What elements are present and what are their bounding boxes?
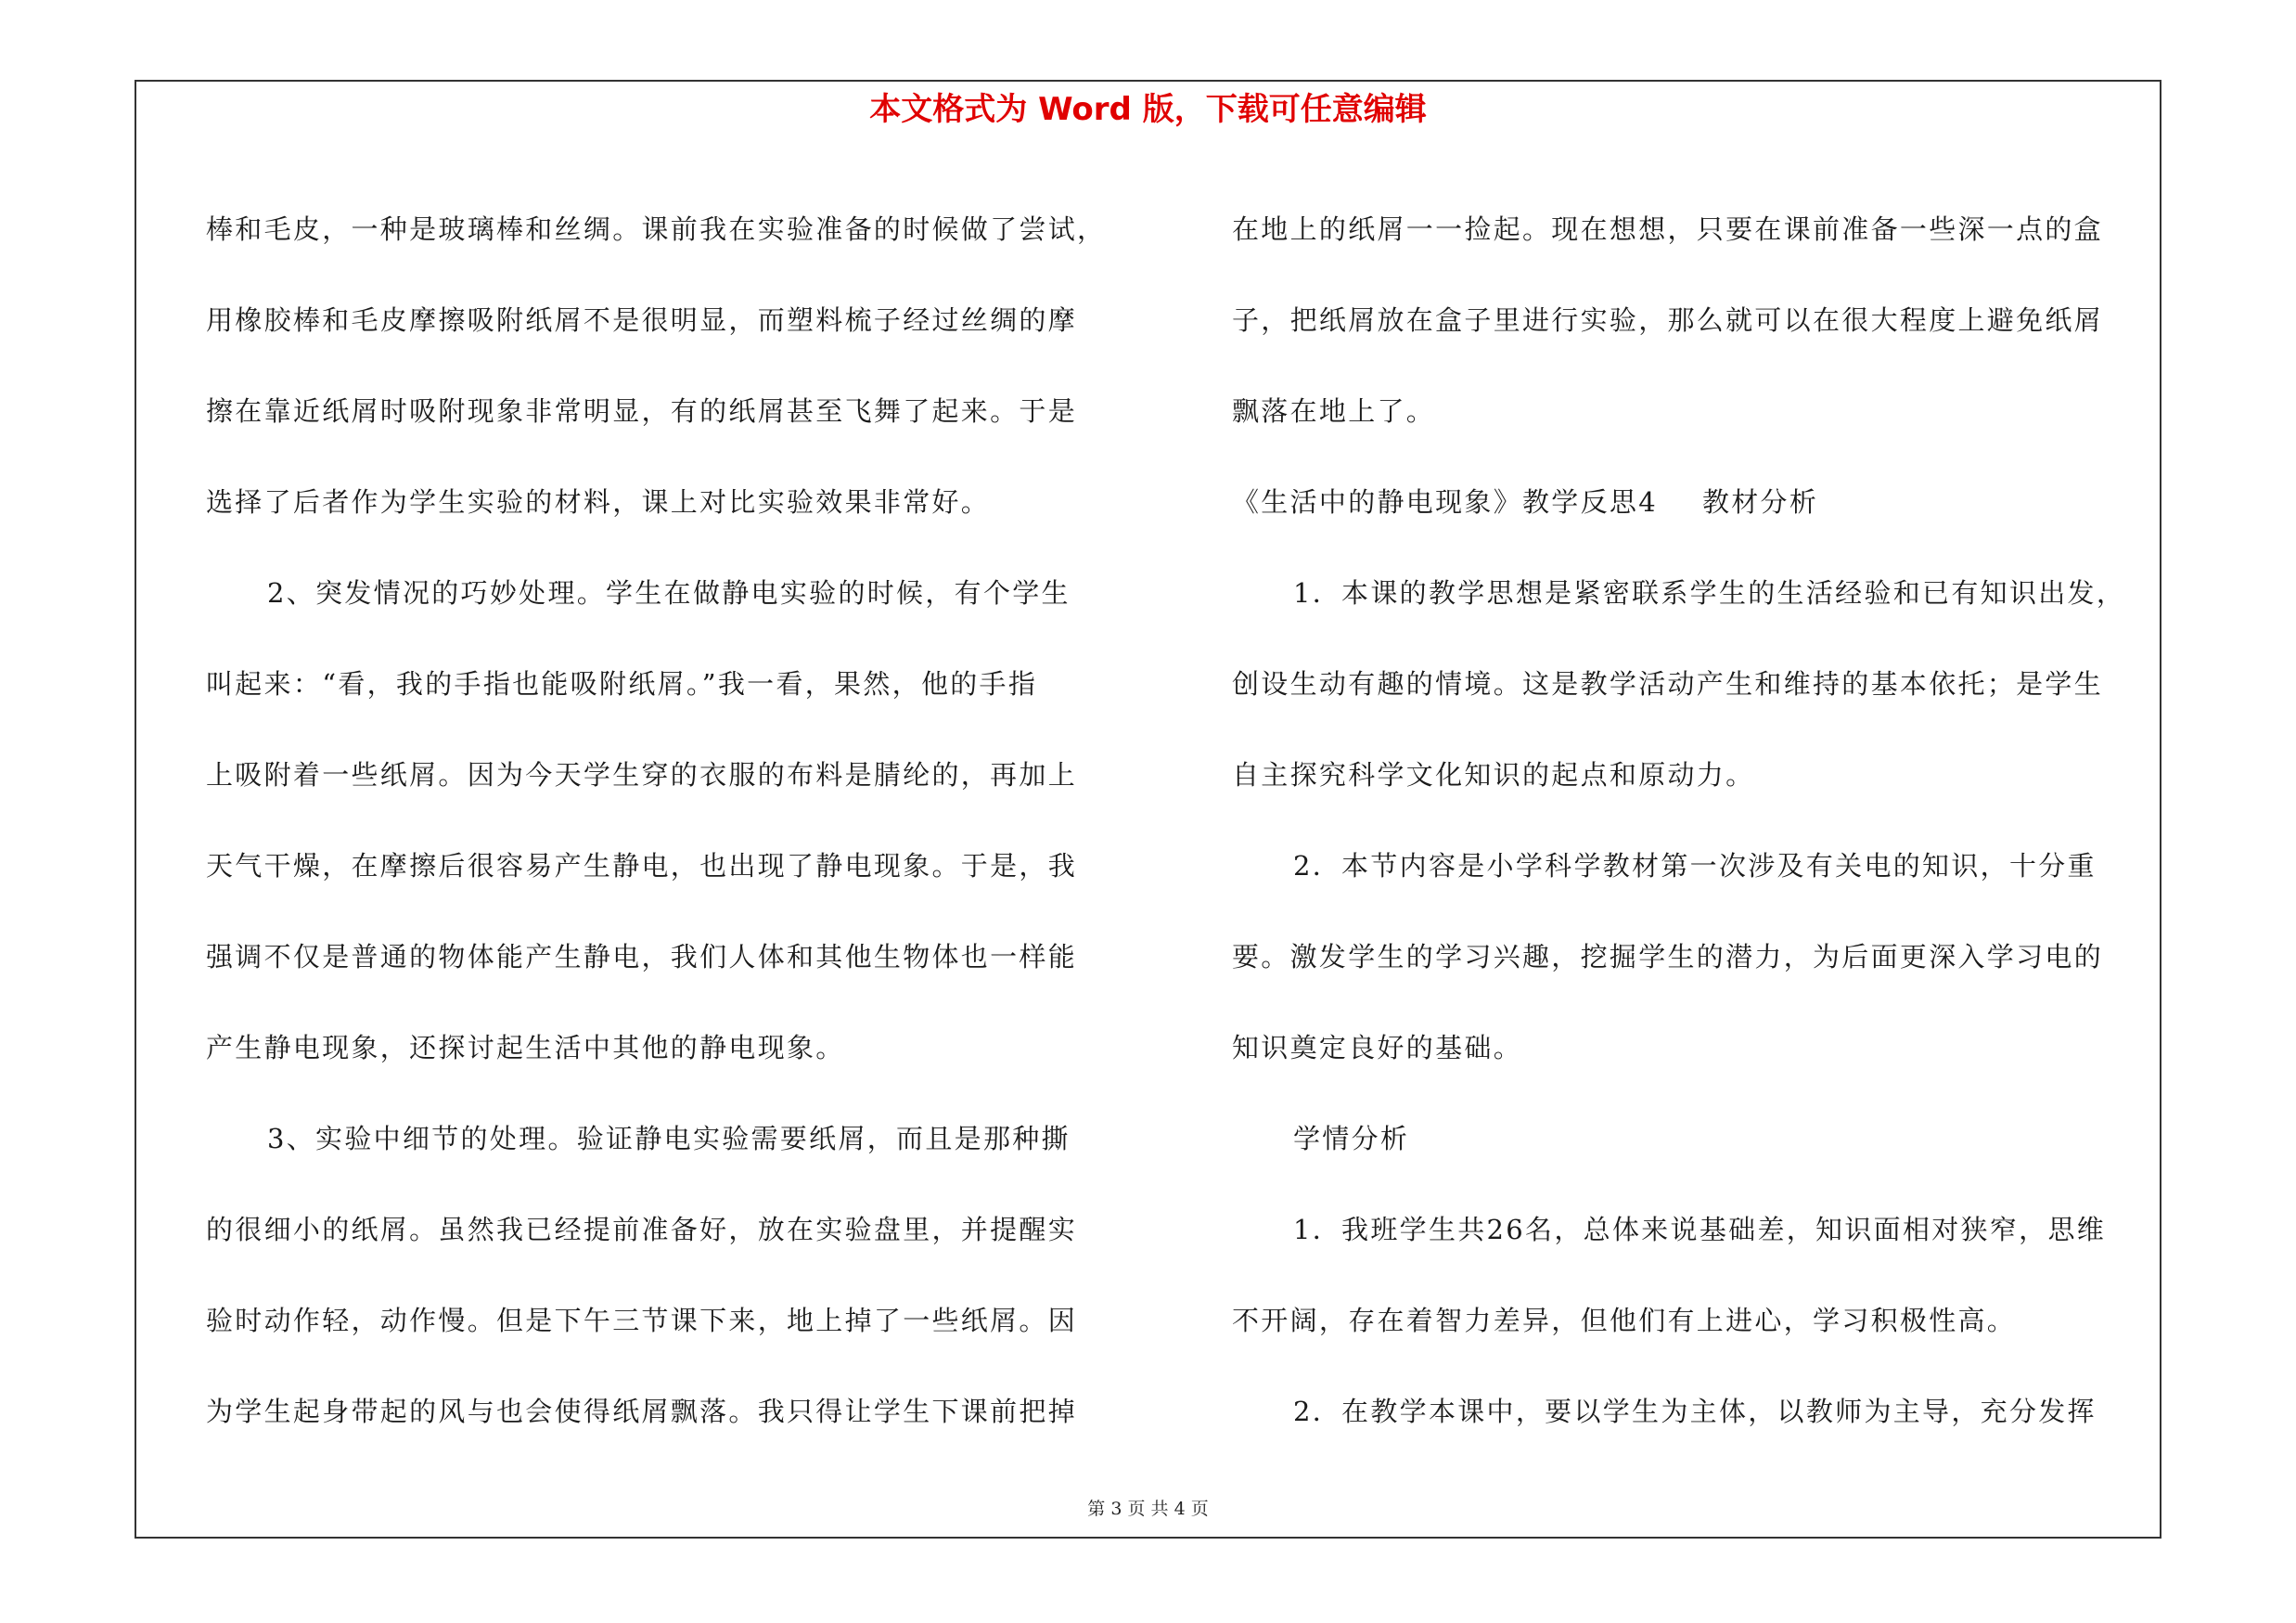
text-line: 验时动作轻，动作慢。但是下午三节课下来，地上掉了一些纸屑。因 [206, 1305, 1078, 1336]
section-title: 教材分析 [1701, 486, 1819, 518]
text-line: 的很细小的纸屑。虽然我已经提前准备好，放在实验盘里，并提醒实 [206, 1214, 1078, 1245]
text-line: 要。激发学生的学习兴趣，挖掘学生的潜力，为后面更深入学习电的 [1232, 941, 2104, 973]
text-line: 2．在教学本课中，要以学生为主体，以教师为主导，充分发挥 [1293, 1396, 2097, 1427]
text-line: 用橡胶棒和毛皮摩擦吸附纸屑不是很明显，而塑料梳子经过丝绸的摩 [206, 304, 1078, 336]
text-line: 子，把纸屑放在盒子里进行实验，那么就可以在很大程度上避免纸屑 [1232, 304, 2104, 336]
text-line: 产生静电现象，还探讨起生活中其他的静电现象。 [206, 1032, 845, 1063]
text-line: 天气干燥，在摩擦后很容易产生静电，也出现了静电现象。于是，我 [206, 850, 1078, 882]
left-column [206, 184, 1143, 1457]
subheading: 学情分析 [1293, 1123, 1410, 1154]
page-number-footer [135, 1497, 2161, 1521]
text-line: 1．本课的教学思想是紧密联系学生的生活经验和已有知识出发， [1293, 577, 2126, 609]
text-line: 不开阔，存在着智力差异，但他们有上进心，学习积极性高。 [1232, 1305, 2017, 1336]
text-line: 知识奠定良好的基础。 [1232, 1032, 1523, 1063]
text-line: 自主探究科学文化知识的起点和原动力。 [1232, 759, 1755, 791]
right-column [1232, 184, 2169, 1457]
word-format-banner: 本文格式为 Word 版，下载可任意编辑 [869, 91, 1427, 128]
text-line: 3、实验中细节的处理。验证静电实验需要纸屑，而且是那种撕 [267, 1123, 1071, 1154]
text-line: 2．本节内容是小学科学教材第一次涉及有关电的知识，十分重 [1293, 850, 2097, 882]
current-page-number: 3 [1110, 1499, 1122, 1519]
text-line: 叫起来：“看，我的手指也能吸附纸屑。”我一看，果然，他的手指 [206, 668, 1038, 700]
text-line: 在地上的纸屑一一捡起。现在想想，只要在课前准备一些深一点的盒 [1232, 213, 2104, 245]
section-heading [1232, 457, 2169, 547]
text-line: 棒和毛皮，一种是玻璃棒和丝绸。课前我在实验准备的时候做了尝试， [206, 213, 1107, 245]
text-line: 为学生起身带起的风与也会使得纸屑飘落。我只得让学生下课前把掉 [206, 1396, 1078, 1427]
text-line: 飘落在地上了。 [1232, 395, 1436, 427]
total-page-number: 4 [1174, 1499, 1186, 1519]
footer-prefix: 第 [1087, 1499, 1106, 1519]
footer-suffix: 页 [1190, 1499, 1209, 1519]
article-title: 《生活中的静电现象》教学反思4 [1232, 486, 1658, 518]
text-line: 擦在靠近纸屑时吸附现象非常明显，有的纸屑甚至飞舞了起来。于是 [206, 395, 1078, 427]
text-line: 2、突发情况的巧妙处理。学生在做静电实验的时候，有个学生 [267, 577, 1071, 609]
text-line: 强调不仅是普通的物体能产生静电，我们人体和其他生物体也一样能 [206, 941, 1078, 973]
text-line: 创设生动有趣的情境。这是教学活动产生和维持的基本依托；是学生 [1232, 668, 2104, 700]
text-line: 1．我班学生共26名，总体来说基础差，知识面相对狭窄，思维 [1293, 1214, 2107, 1245]
text-line: 选择了后者作为学生实验的材料，课上对比实验效果非常好。 [206, 486, 991, 518]
footer-middle: 页 共 [1127, 1499, 1169, 1519]
text-line: 上吸附着一些纸屑。因为今天学生穿的衣服的布料是腈纶的，再加上 [206, 759, 1078, 791]
